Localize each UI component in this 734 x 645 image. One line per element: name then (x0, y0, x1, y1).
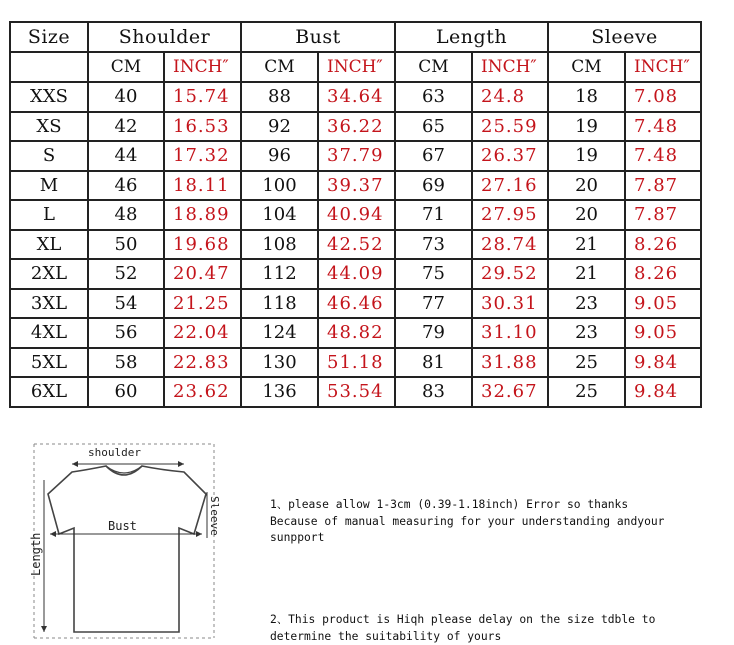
size-cell: 3XL (10, 289, 88, 319)
cm-value-cell: 73 (395, 230, 472, 260)
cm-value-cell: 60 (88, 377, 164, 407)
cm-header: CM (88, 52, 164, 82)
note2-line2: determine the suitability of yours (270, 629, 730, 645)
inch-value-cell: 7.48 (625, 141, 701, 171)
cm-header: CM (241, 52, 318, 82)
cm-value-cell: 118 (241, 289, 318, 319)
inch-value-cell: 36.22 (318, 112, 395, 142)
cm-value-cell: 96 (241, 141, 318, 171)
inch-value-cell: 28.74 (472, 230, 548, 260)
inch-value-cell: 27.95 (472, 200, 548, 230)
inch-header: INCH″ (625, 52, 701, 82)
tshirt-diagram-svg (14, 442, 236, 640)
inch-value-cell: 29.52 (472, 259, 548, 289)
cm-value-cell: 67 (395, 141, 472, 171)
note1-line1: 1、please allow 1-3cm (0.39-1.18inch) Error so thanks (270, 497, 730, 514)
inch-value-cell: 31.10 (472, 318, 548, 348)
inch-value-cell: 9.84 (625, 348, 701, 378)
sleeve-label: Sleeve (208, 496, 221, 536)
inch-value-cell: 9.05 (625, 289, 701, 319)
inch-value-cell: 9.84 (625, 377, 701, 407)
inch-value-cell: 30.31 (472, 289, 548, 319)
cm-value-cell: 20 (548, 171, 625, 201)
size-cell: 4XL (10, 318, 88, 348)
arrow-head-icon (72, 461, 78, 467)
arrow-head-icon (178, 461, 184, 467)
inch-value-cell: 18.89 (164, 200, 241, 230)
inch-value-cell: 19.68 (164, 230, 241, 260)
cm-header: CM (395, 52, 472, 82)
table-row (10, 82, 701, 112)
cm-value-cell: 18 (548, 82, 625, 112)
inch-value-cell: 39.37 (318, 171, 395, 201)
size-cell: XL (10, 230, 88, 260)
size-cell: 5XL (10, 348, 88, 378)
cm-value-cell: 83 (395, 377, 472, 407)
bust-label: Bust (108, 519, 137, 533)
cm-value-cell: 21 (548, 259, 625, 289)
inch-value-cell: 18.11 (164, 171, 241, 201)
cm-value-cell: 19 (548, 141, 625, 171)
inch-value-cell: 21.25 (164, 289, 241, 319)
inch-value-cell: 44.09 (318, 259, 395, 289)
cm-value-cell: 58 (88, 348, 164, 378)
table-row (10, 230, 701, 260)
table-row (10, 377, 701, 407)
cm-value-cell: 23 (548, 318, 625, 348)
inch-value-cell: 26.37 (472, 141, 548, 171)
size-cell: XXS (10, 82, 88, 112)
inch-value-cell: 25.59 (472, 112, 548, 142)
size-cell: 6XL (10, 377, 88, 407)
table-row (10, 259, 701, 289)
inch-value-cell: 34.64 (318, 82, 395, 112)
inch-value-cell: 51.18 (318, 348, 395, 378)
inch-value-cell: 53.54 (318, 377, 395, 407)
table-row (10, 112, 701, 142)
cm-value-cell: 108 (241, 230, 318, 260)
note1-line3: sunpport (270, 530, 730, 547)
inch-value-cell: 23.62 (164, 377, 241, 407)
inch-value-cell: 40.94 (318, 200, 395, 230)
inch-value-cell: 46.46 (318, 289, 395, 319)
cm-value-cell: 75 (395, 259, 472, 289)
cm-value-cell: 130 (241, 348, 318, 378)
cm-value-cell: 20 (548, 200, 625, 230)
inch-value-cell: 7.48 (625, 112, 701, 142)
cm-value-cell: 19 (548, 112, 625, 142)
inch-value-cell: 42.52 (318, 230, 395, 260)
cm-value-cell: 71 (395, 200, 472, 230)
cm-value-cell: 77 (395, 289, 472, 319)
cm-value-cell: 79 (395, 318, 472, 348)
size-cell: M (10, 171, 88, 201)
cm-value-cell: 63 (395, 82, 472, 112)
size-cell: XS (10, 112, 88, 142)
header-group-row (10, 22, 701, 52)
inch-value-cell: 48.82 (318, 318, 395, 348)
cm-value-cell: 100 (241, 171, 318, 201)
table-row (10, 141, 701, 171)
inch-value-cell: 9.05 (625, 318, 701, 348)
cm-value-cell: 92 (241, 112, 318, 142)
cm-header: CM (548, 52, 625, 82)
table-row (10, 318, 701, 348)
size-table-body (10, 82, 701, 407)
inch-value-cell: 32.67 (472, 377, 548, 407)
table-row (10, 171, 701, 201)
unit-header-row (10, 52, 701, 82)
arrow-head-icon (41, 626, 47, 632)
inch-header: INCH″ (472, 52, 548, 82)
cm-value-cell: 54 (88, 289, 164, 319)
cm-value-cell: 25 (548, 348, 625, 378)
table-row (10, 200, 701, 230)
inch-value-cell: 16.53 (164, 112, 241, 142)
cm-value-cell: 25 (548, 377, 625, 407)
inch-value-cell: 17.32 (164, 141, 241, 171)
inch-value-cell: 22.04 (164, 318, 241, 348)
inch-value-cell: 37.79 (318, 141, 395, 171)
arrow-head-icon (50, 531, 56, 537)
cm-value-cell: 81 (395, 348, 472, 378)
inch-value-cell: 22.83 (164, 348, 241, 378)
cm-value-cell: 21 (548, 230, 625, 260)
cm-value-cell: 56 (88, 318, 164, 348)
table-row (10, 348, 701, 378)
inch-value-cell: 27.16 (472, 171, 548, 201)
inch-value-cell: 7.87 (625, 200, 701, 230)
cm-value-cell: 50 (88, 230, 164, 260)
inch-value-cell: 20.47 (164, 259, 241, 289)
size-cell: S (10, 141, 88, 171)
cm-value-cell: 52 (88, 259, 164, 289)
arrow-head-icon (196, 531, 202, 537)
inch-header: INCH″ (164, 52, 241, 82)
cm-value-cell: 40 (88, 82, 164, 112)
tshirt-outline (48, 466, 206, 632)
inch-value-cell: 24.8 (472, 82, 548, 112)
inch-value-cell: 31.88 (472, 348, 548, 378)
size-notes (270, 497, 730, 547)
size-header: Size (10, 22, 88, 52)
cm-value-cell: 112 (241, 259, 318, 289)
cm-value-cell: 44 (88, 141, 164, 171)
empty-unit-cell (10, 52, 88, 82)
cm-value-cell: 42 (88, 112, 164, 142)
cm-value-cell: 136 (241, 377, 318, 407)
note1-line2: Because of manual measuring for your understanding andyour (270, 514, 730, 531)
note2-line1: 2、This product is Hiqh please delay on the size tdble to (270, 612, 730, 629)
cm-value-cell: 69 (395, 171, 472, 201)
cm-value-cell: 46 (88, 171, 164, 201)
inch-value-cell: 7.87 (625, 171, 701, 201)
size-chart-table (9, 21, 702, 408)
inch-value-cell: 15.74 (164, 82, 241, 112)
cm-value-cell: 88 (241, 82, 318, 112)
cm-value-cell: 23 (548, 289, 625, 319)
length-label: Length (29, 533, 43, 576)
shoulder-label: shoulder (88, 446, 141, 459)
length-header: Length (395, 22, 548, 52)
size-cell: 2XL (10, 259, 88, 289)
cm-value-cell: 124 (241, 318, 318, 348)
sleeve-header: Sleeve (548, 22, 701, 52)
size-cell: L (10, 200, 88, 230)
cm-value-cell: 48 (88, 200, 164, 230)
tshirt-measurement-diagram (14, 442, 236, 640)
size-note-2 (270, 612, 730, 645)
cm-value-cell: 104 (241, 200, 318, 230)
inch-header: INCH″ (318, 52, 395, 82)
inch-value-cell: 8.26 (625, 230, 701, 260)
table-row (10, 289, 701, 319)
cm-value-cell: 65 (395, 112, 472, 142)
inch-value-cell: 8.26 (625, 259, 701, 289)
bust-header: Bust (241, 22, 395, 52)
inch-value-cell: 7.08 (625, 82, 701, 112)
shoulder-header: Shoulder (88, 22, 241, 52)
